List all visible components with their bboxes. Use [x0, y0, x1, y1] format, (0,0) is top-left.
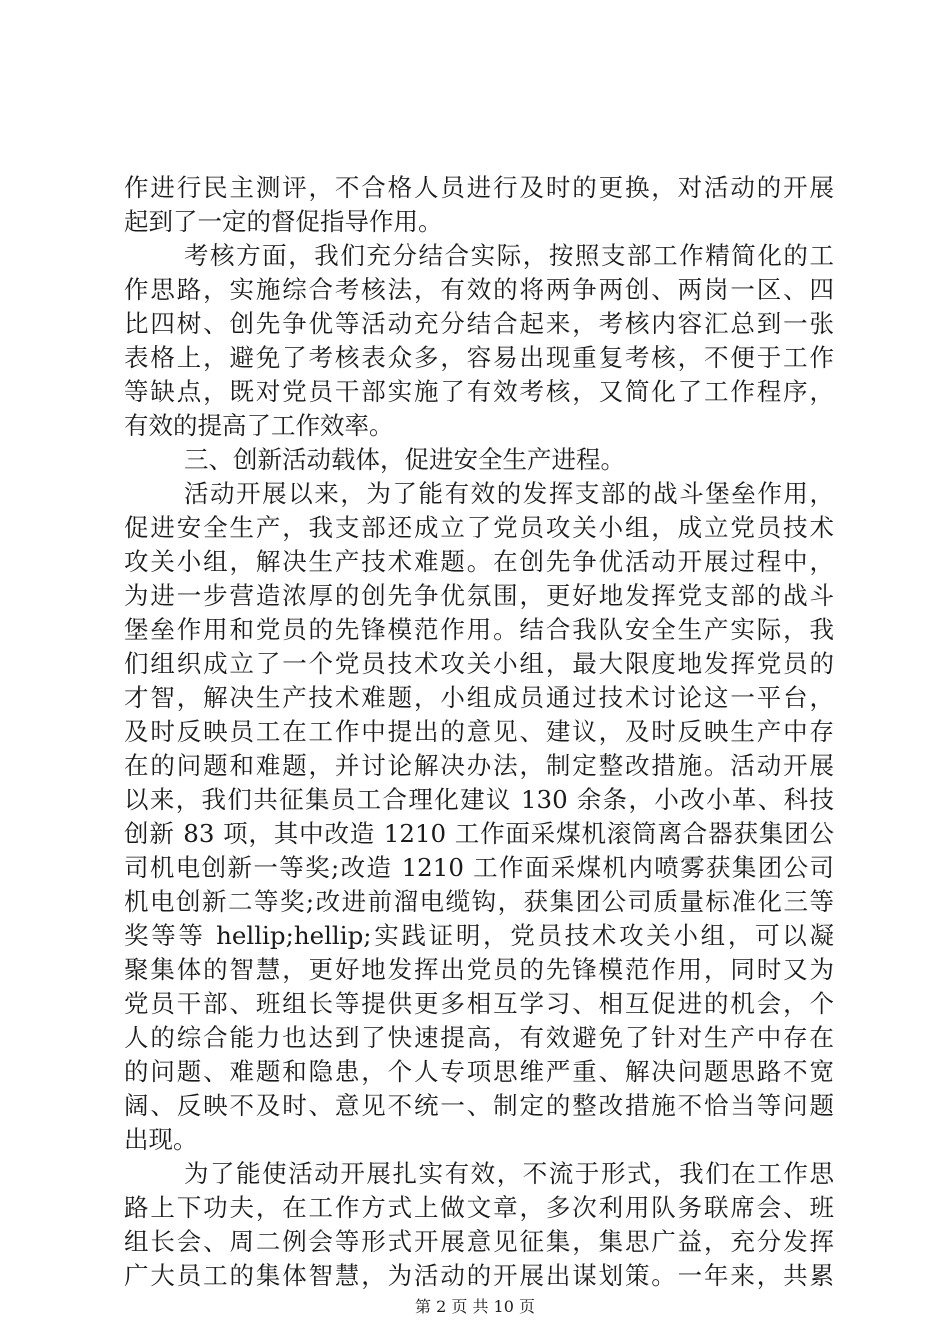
text-line: 有效的提高了工作效率。 — [124, 411, 394, 440]
text-line: 聚集体的智慧，更好地发挥出党员的先锋模范作用，同时又为 — [124, 955, 834, 984]
text-line: 在的问题和难题，并讨论解决办法，制定整改措施。活动开展 — [124, 751, 834, 780]
text-line: 组长会、周二例会等形式开展意见征集，集思广益，充分发挥 — [124, 1227, 834, 1256]
text-line: 活动开展以来，为了能有效的发挥支部的战斗堡垒作用， — [184, 479, 834, 508]
text-line: 及时反映员工在工作中提出的意见、建议，及时反映生产中存 — [124, 717, 834, 746]
text-line: 奖等等 hellip;hellip;实践证明，党员技术攻关小组，可以凝 — [124, 921, 834, 950]
page-number-footer: 第 2 页 共 10 页 — [415, 1297, 535, 1316]
section-heading: 三、创新活动载体，促进安全生产进程。 — [184, 445, 625, 474]
text-line: 党员干部、班组长等提供更多相互学习、相互促进的机会，个 — [124, 989, 834, 1018]
text-line: 出现。 — [124, 1125, 198, 1154]
text-line: 为进一步营造浓厚的创先争优氛围，更好地发挥党支部的战斗 — [124, 581, 834, 610]
text-line: 攻关小组，解决生产技术难题。在创先争优活动开展过程中， — [124, 547, 834, 576]
text-line: 作进行民主测评，不合格人员进行及时的更换，对活动的开展 — [124, 173, 834, 202]
text-line: 堡垒作用和党员的先锋模范作用。结合我队安全生产实际，我 — [124, 615, 834, 644]
text-line: 起到了一定的督促指导作用。 — [124, 207, 443, 236]
text-line: 们组织成立了一个党员技术攻关小组，最大限度地发挥党员的 — [124, 649, 834, 678]
text-line: 作思路，实施综合考核法，有效的将两争两创、两岗一区、四 — [124, 275, 834, 304]
text-line: 人的综合能力也达到了快速提高，有效避免了针对生产中存在 — [124, 1023, 834, 1052]
text-line: 考核方面，我们充分结合实际，按照支部工作精简化的工 — [184, 241, 834, 270]
text-line: 等缺点，既对党员干部实施了有效考核，又简化了工作程序， — [124, 377, 834, 406]
text-line: 促进安全生产，我支部还成立了党员攻关小组，成立党员技术 — [124, 513, 834, 542]
text-line: 才智，解决生产技术难题，小组成员通过技术讨论这一平台， — [124, 683, 834, 712]
text-line: 广大员工的集体智慧，为活动的开展出谋划策。一年来，共累 — [124, 1261, 834, 1290]
text-line: 为了能使活动开展扎实有效，不流于形式，我们在工作思 — [184, 1159, 834, 1188]
text-line: 机电创新二等奖;改进前溜电缆钩，获集团公司质量标准化三等 — [124, 887, 834, 916]
text-line: 路上下功夫，在工作方式上做文章，多次利用队务联席会、班 — [124, 1193, 834, 1222]
text-line: 司机电创新一等奖;改造 1210 工作面采煤机内喷雾获集团公司 — [124, 853, 834, 882]
text-line: 以来，我们共征集员工合理化建议 130 余条，小改小革、科技 — [124, 785, 834, 814]
text-line: 创新 83 项，其中改造 1210 工作面采煤机滚筒离合器获集团公 — [124, 819, 834, 848]
text-line: 阔、反映不及时、意见不统一、制定的整改措施不恰当等问题 — [124, 1091, 834, 1120]
text-line: 表格上，避免了考核表众多，容易出现重复考核，不便于工作 — [124, 343, 834, 372]
text-line: 比四树、创先争优等活动充分结合起来，考核内容汇总到一张 — [124, 309, 834, 338]
text-line: 的问题、难题和隐患，个人专项思维严重、解决问题思路不宽 — [124, 1057, 834, 1086]
